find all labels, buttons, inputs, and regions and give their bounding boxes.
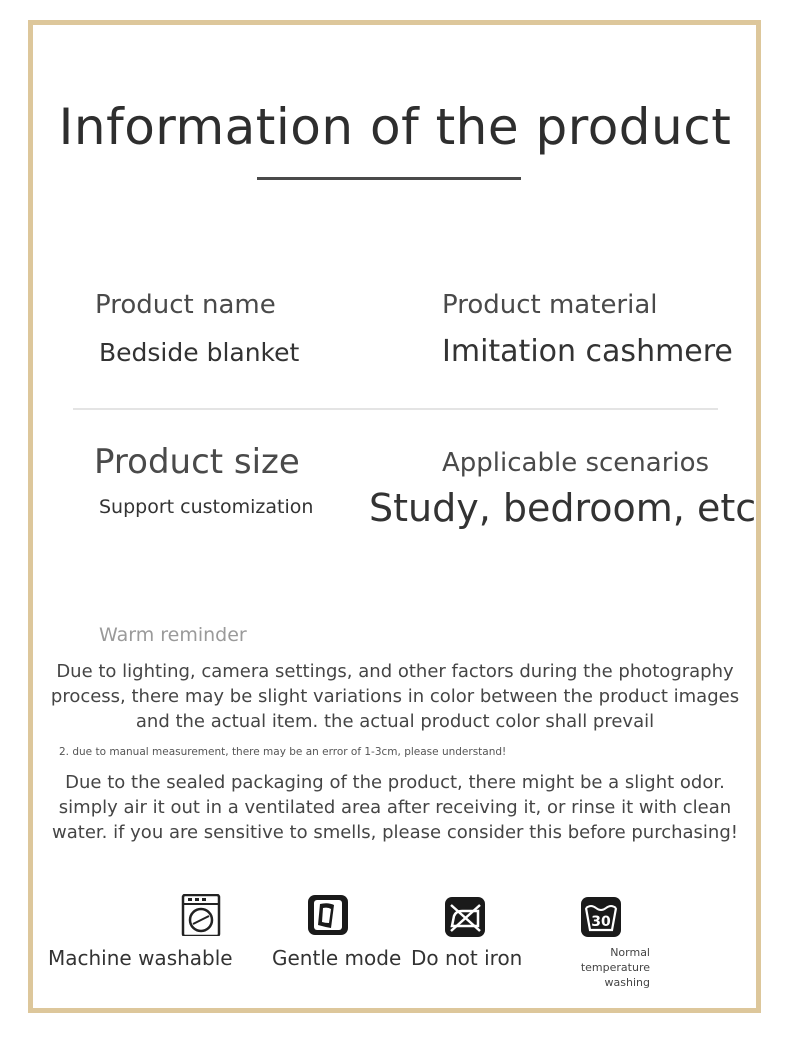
applicable-scenarios-value: Study, bedroom, etc [369, 486, 757, 530]
product-name-value: Bedside blanket [99, 338, 300, 367]
product-material-label: Product material [442, 290, 658, 320]
machine-washable-label: Machine washable [48, 946, 233, 970]
reminder-title: Warm reminder [99, 624, 247, 646]
product-size-value: Support customization [99, 496, 314, 518]
normal-temp-washing-label: Normal temperature washing [580, 946, 650, 989]
applicable-scenarios-label: Applicable scenarios [442, 448, 710, 478]
reminder-note-measurement: 2. due to manual measurement, there may be an error of 1-3cm, please understand! [59, 746, 507, 758]
page-title: Information of the product [58, 98, 732, 156]
care-item-machine-washable [180, 894, 222, 940]
care-item-do-not-iron [444, 896, 486, 942]
care-item-gentle-mode [307, 894, 349, 940]
wash-30-icon [580, 896, 622, 938]
reminder-paragraph-odor: Due to the sealed packaging of the product, there might be a slight odor. simply air it out in a ventilated area after receiving it, or rinse it with clean water. if you are sensitive to smells, please consider this before purchasing! [52, 772, 738, 843]
wash-temperature-text: 30 [591, 914, 611, 930]
product-name-label: Product name [95, 290, 276, 320]
section-divider [73, 408, 718, 410]
no-iron-icon [444, 896, 486, 938]
gentle-mode-label: Gentle mode [272, 946, 402, 970]
washing-machine-icon [180, 894, 222, 936]
do-not-iron-label: Do not iron [411, 946, 523, 970]
title-underline [257, 177, 521, 180]
gentle-mode-icon [307, 894, 349, 936]
care-item-normal-temp-washing [580, 896, 622, 942]
product-size-label: Product size [94, 442, 300, 482]
product-material-value: Imitation cashmere [442, 334, 733, 369]
reminder-paragraph-color: Due to lighting, camera settings, and other factors during the photography process, there may be slight variations in color between the product images and the actual item. the actual product color shall prevail [50, 661, 740, 732]
